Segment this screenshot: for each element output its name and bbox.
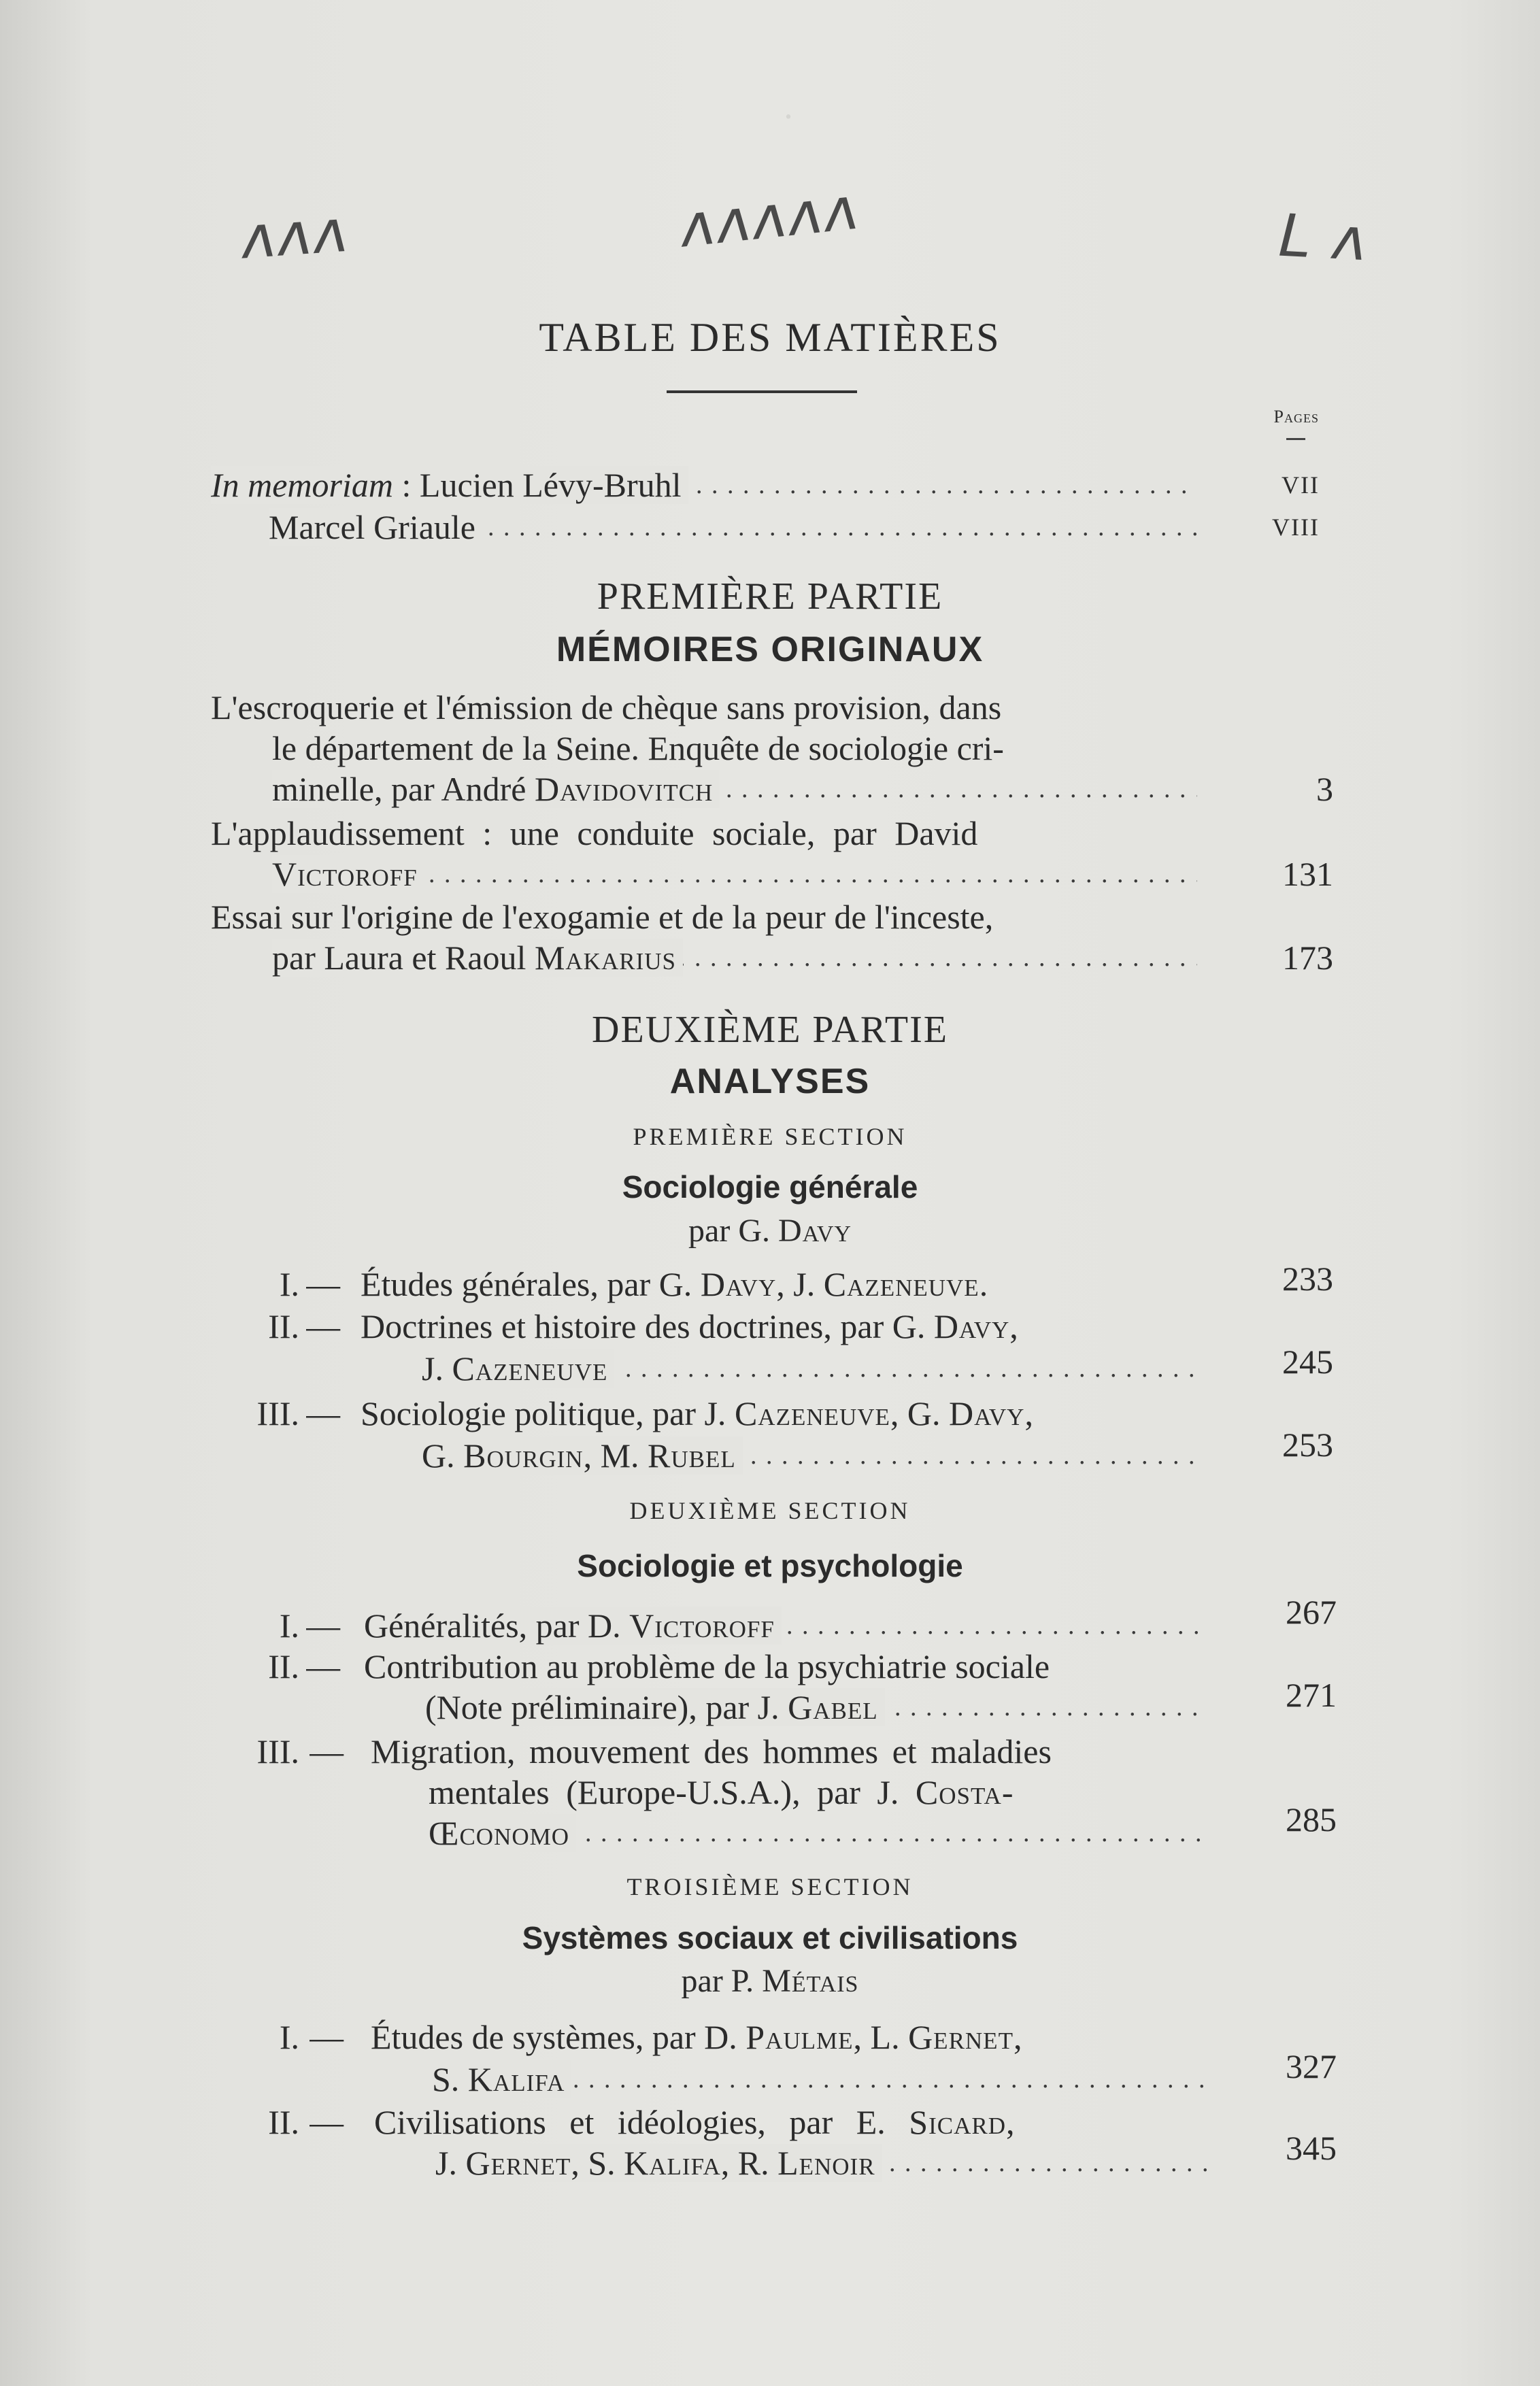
entry-number	[218, 1264, 299, 1305]
entry-text: Études de systèmes, par D.	[371, 2018, 746, 2056]
page-number: VII	[1282, 471, 1320, 499]
entry-dash: —	[309, 2018, 344, 2056]
toc-entry-line	[371, 1731, 1228, 1772]
author-name: Cazeneuve	[823, 1265, 980, 1303]
toc-entry-line	[272, 769, 1197, 809]
entry-text: , M.	[583, 1436, 648, 1475]
entry-dash: —	[309, 1732, 344, 1770]
part-heading-1: PREMIÈRE PARTIE	[597, 575, 943, 618]
pages-column-label: Pages	[1273, 407, 1319, 426]
entry-text: (Note préliminaire), par J.	[425, 1688, 788, 1726]
toc-entry-memoriam-2	[269, 507, 1197, 548]
entry-text: minelle, par André	[272, 770, 535, 808]
author-name: Gernet	[908, 2018, 1014, 2056]
toc-entry-line	[211, 813, 1211, 854]
toc-entry-line	[364, 1605, 1207, 1646]
page-number: 285	[1286, 1800, 1337, 1838]
section-title-1: Sociologie générale	[622, 1169, 918, 1205]
page-number: 253	[1282, 1426, 1333, 1464]
toc-entry-line	[371, 2017, 1228, 2057]
author-name: Gabel	[788, 1688, 878, 1726]
part-title-2: ANALYSES	[669, 1062, 871, 1101]
handwritten-mark-middle: ʌʌʌʌʌ	[677, 174, 863, 261]
entry-dash: —	[306, 1607, 340, 1645]
toc-entry-line	[429, 1772, 1228, 1813]
entry-num: II.	[268, 2103, 299, 2141]
memoriam-label: In memoriam	[211, 466, 394, 504]
page-number: 173	[1282, 939, 1333, 977]
page-number: 3	[1316, 770, 1333, 808]
section-byline-1	[0, 1212, 1540, 1249]
toc-entry-line	[211, 687, 1231, 728]
page-number: 271	[1286, 1676, 1337, 1714]
author-name: Victoroff	[272, 855, 424, 893]
entry-text: S.	[432, 2060, 468, 2098]
author-name: Kalifa	[624, 2144, 721, 2182]
entry-number	[218, 1646, 299, 1687]
title-rule	[667, 390, 857, 393]
entry-text: Doctrines et histoire des doctrines, par G.	[361, 1307, 934, 1345]
page-number: 233	[1282, 1260, 1333, 1298]
entry-text: Civilisations et idéologies, par E.	[374, 2103, 909, 2141]
toc-entry-line	[272, 937, 1197, 978]
entry-dash: —	[306, 1647, 340, 1685]
entry-number	[218, 2102, 299, 2143]
entry-dash: —	[306, 1307, 340, 1345]
entry-text: ,	[1009, 1307, 1018, 1345]
memoriam-name: Marcel Griaule	[269, 508, 482, 546]
section-label-1: PREMIÈRE SECTION	[633, 1123, 907, 1150]
entry-text: L'escroquerie et l'émission de chèque sans provision, dans	[211, 688, 1002, 726]
author-name: Davy	[700, 1265, 777, 1303]
author-name: Bourgin	[463, 1436, 584, 1475]
entry-text: Sociologie politique, par J.	[361, 1394, 735, 1432]
toc-entry-line	[361, 1306, 1224, 1347]
toc-entry-line	[361, 1393, 1224, 1434]
entry-text: mentales (Europe-U.S.A.), par J.	[429, 1773, 916, 1811]
entry-number	[218, 1306, 299, 1347]
author-name: Rubel	[648, 1436, 736, 1475]
entry-num: II.	[268, 1647, 299, 1685]
page-number: 245	[1282, 1343, 1333, 1381]
entry-dash: —	[309, 2103, 344, 2141]
toc-entry-memoriam-1	[211, 465, 1197, 505]
part-heading-2: DEUXIÈME PARTIE	[592, 1009, 948, 1051]
entry-text: J.	[435, 2144, 466, 2182]
page-number: 327	[1286, 2047, 1337, 2085]
entry-num: I.	[279, 1607, 299, 1645]
byline-text: par G.	[688, 1213, 778, 1249]
entry-text: G.	[422, 1436, 464, 1475]
toc-entry-line	[432, 2059, 1214, 2100]
entry-text: ,	[1006, 2103, 1015, 2141]
author-name: Métais	[762, 1963, 859, 1999]
bleed-through-mark: ·	[782, 96, 794, 137]
entry-num: I.	[279, 2018, 299, 2056]
page-number: 131	[1282, 855, 1333, 893]
entry-num: II.	[268, 1307, 299, 1345]
entry-text: Essai sur l'origine de l'exogamie et de la peur de l'inceste,	[211, 898, 994, 936]
entry-dash: —	[306, 1265, 340, 1303]
handwritten-mark-right: L ʌ	[1277, 201, 1371, 275]
toc-entry-line	[361, 1264, 1224, 1305]
entry-num: III.	[256, 1732, 299, 1770]
pages-column-rule	[1286, 438, 1305, 440]
entry-text: ,	[1024, 1394, 1033, 1432]
author-name: Kalifa	[467, 2060, 565, 2098]
entry-text: , G.	[890, 1394, 950, 1432]
page-number: VIII	[1272, 514, 1320, 541]
section-label-3: TROISIÈME SECTION	[626, 1873, 914, 1900]
page-title: TABLE DES MATIÈRES	[539, 315, 1001, 360]
entry-number	[218, 1605, 299, 1646]
author-name: Paulme	[746, 2018, 854, 2056]
part-title-1: MÉMOIRES ORIGINAUX	[556, 630, 984, 669]
memoriam-name: : Lucien Lévy-Bruhl	[393, 466, 682, 504]
entry-text: ,	[1013, 2018, 1022, 2056]
toc-entry-line	[435, 2143, 1214, 2183]
entry-number	[211, 1393, 299, 1434]
entry-text: .	[979, 1265, 988, 1303]
author-name: Costa-	[915, 1773, 1014, 1811]
section-title-3: Systèmes sociaux et civilisations	[522, 1920, 1018, 1955]
toc-entry-line	[425, 1687, 1207, 1728]
section-label-2: DEUXIÈME SECTION	[629, 1497, 911, 1524]
handwritten-mark-left: ʌʌʌ	[239, 197, 352, 273]
author-name: Victoroff	[629, 1607, 775, 1645]
entry-number	[218, 2017, 299, 2057]
entry-text: Études générales, par G.	[361, 1265, 701, 1303]
entry-text: L'applaudissement : une conduite sociale, par David	[211, 814, 978, 852]
entry-text: Généralités, par D.	[364, 1607, 630, 1645]
toc-entry-line	[364, 1646, 1228, 1687]
entry-text: le département de la Seine. Enquête de sociologie cri-	[272, 729, 1004, 767]
entry-num: I.	[279, 1265, 299, 1303]
author-name: Cazeneuve	[452, 1349, 608, 1388]
entry-text: Migration, mouvement des hommes et maladies	[371, 1732, 1052, 1770]
author-name: Sicard	[909, 2103, 1007, 2141]
section-byline-3	[0, 1962, 1540, 2000]
entry-num: III.	[256, 1394, 299, 1432]
author-name: Davy	[949, 1394, 1025, 1432]
toc-entry-line	[211, 896, 1231, 937]
author-name: Gernet	[465, 2144, 571, 2182]
toc-entry-line	[374, 2102, 1224, 2143]
entry-text: , R.	[720, 2144, 778, 2182]
page-number: 267	[1286, 1593, 1337, 1631]
entry-text: , J.	[776, 1265, 824, 1303]
author-name: Davy	[933, 1307, 1010, 1345]
author-name: Lenoir	[777, 2144, 875, 2182]
author-name: Cazeneuve	[734, 1394, 890, 1432]
entry-text: , L.	[853, 2018, 909, 2056]
entry-number	[211, 1731, 299, 1772]
toc-entry-line	[272, 728, 1224, 769]
toc-entry-line	[422, 1435, 1197, 1476]
page-number: 345	[1286, 2129, 1337, 2167]
toc-entry-line	[422, 1348, 1197, 1389]
entry-text: par Laura et Raoul	[272, 939, 535, 977]
entry-text: J.	[422, 1349, 452, 1388]
author-name: Davidovitch	[535, 770, 714, 808]
toc-entry-line	[272, 854, 1197, 894]
author-name: Œconomo	[429, 1814, 576, 1852]
entry-text: , S.	[571, 2144, 624, 2182]
byline-text: par P.	[681, 1963, 763, 1999]
entry-text: Contribution au problème de la psychiatrie sociale	[364, 1647, 1050, 1685]
section-title-2: Sociologie et psychologie	[577, 1548, 963, 1583]
author-name: Makarius	[534, 939, 676, 977]
toc-entry-line	[429, 1813, 1211, 1853]
author-name: Davy	[778, 1213, 852, 1249]
entry-dash: —	[306, 1394, 340, 1432]
